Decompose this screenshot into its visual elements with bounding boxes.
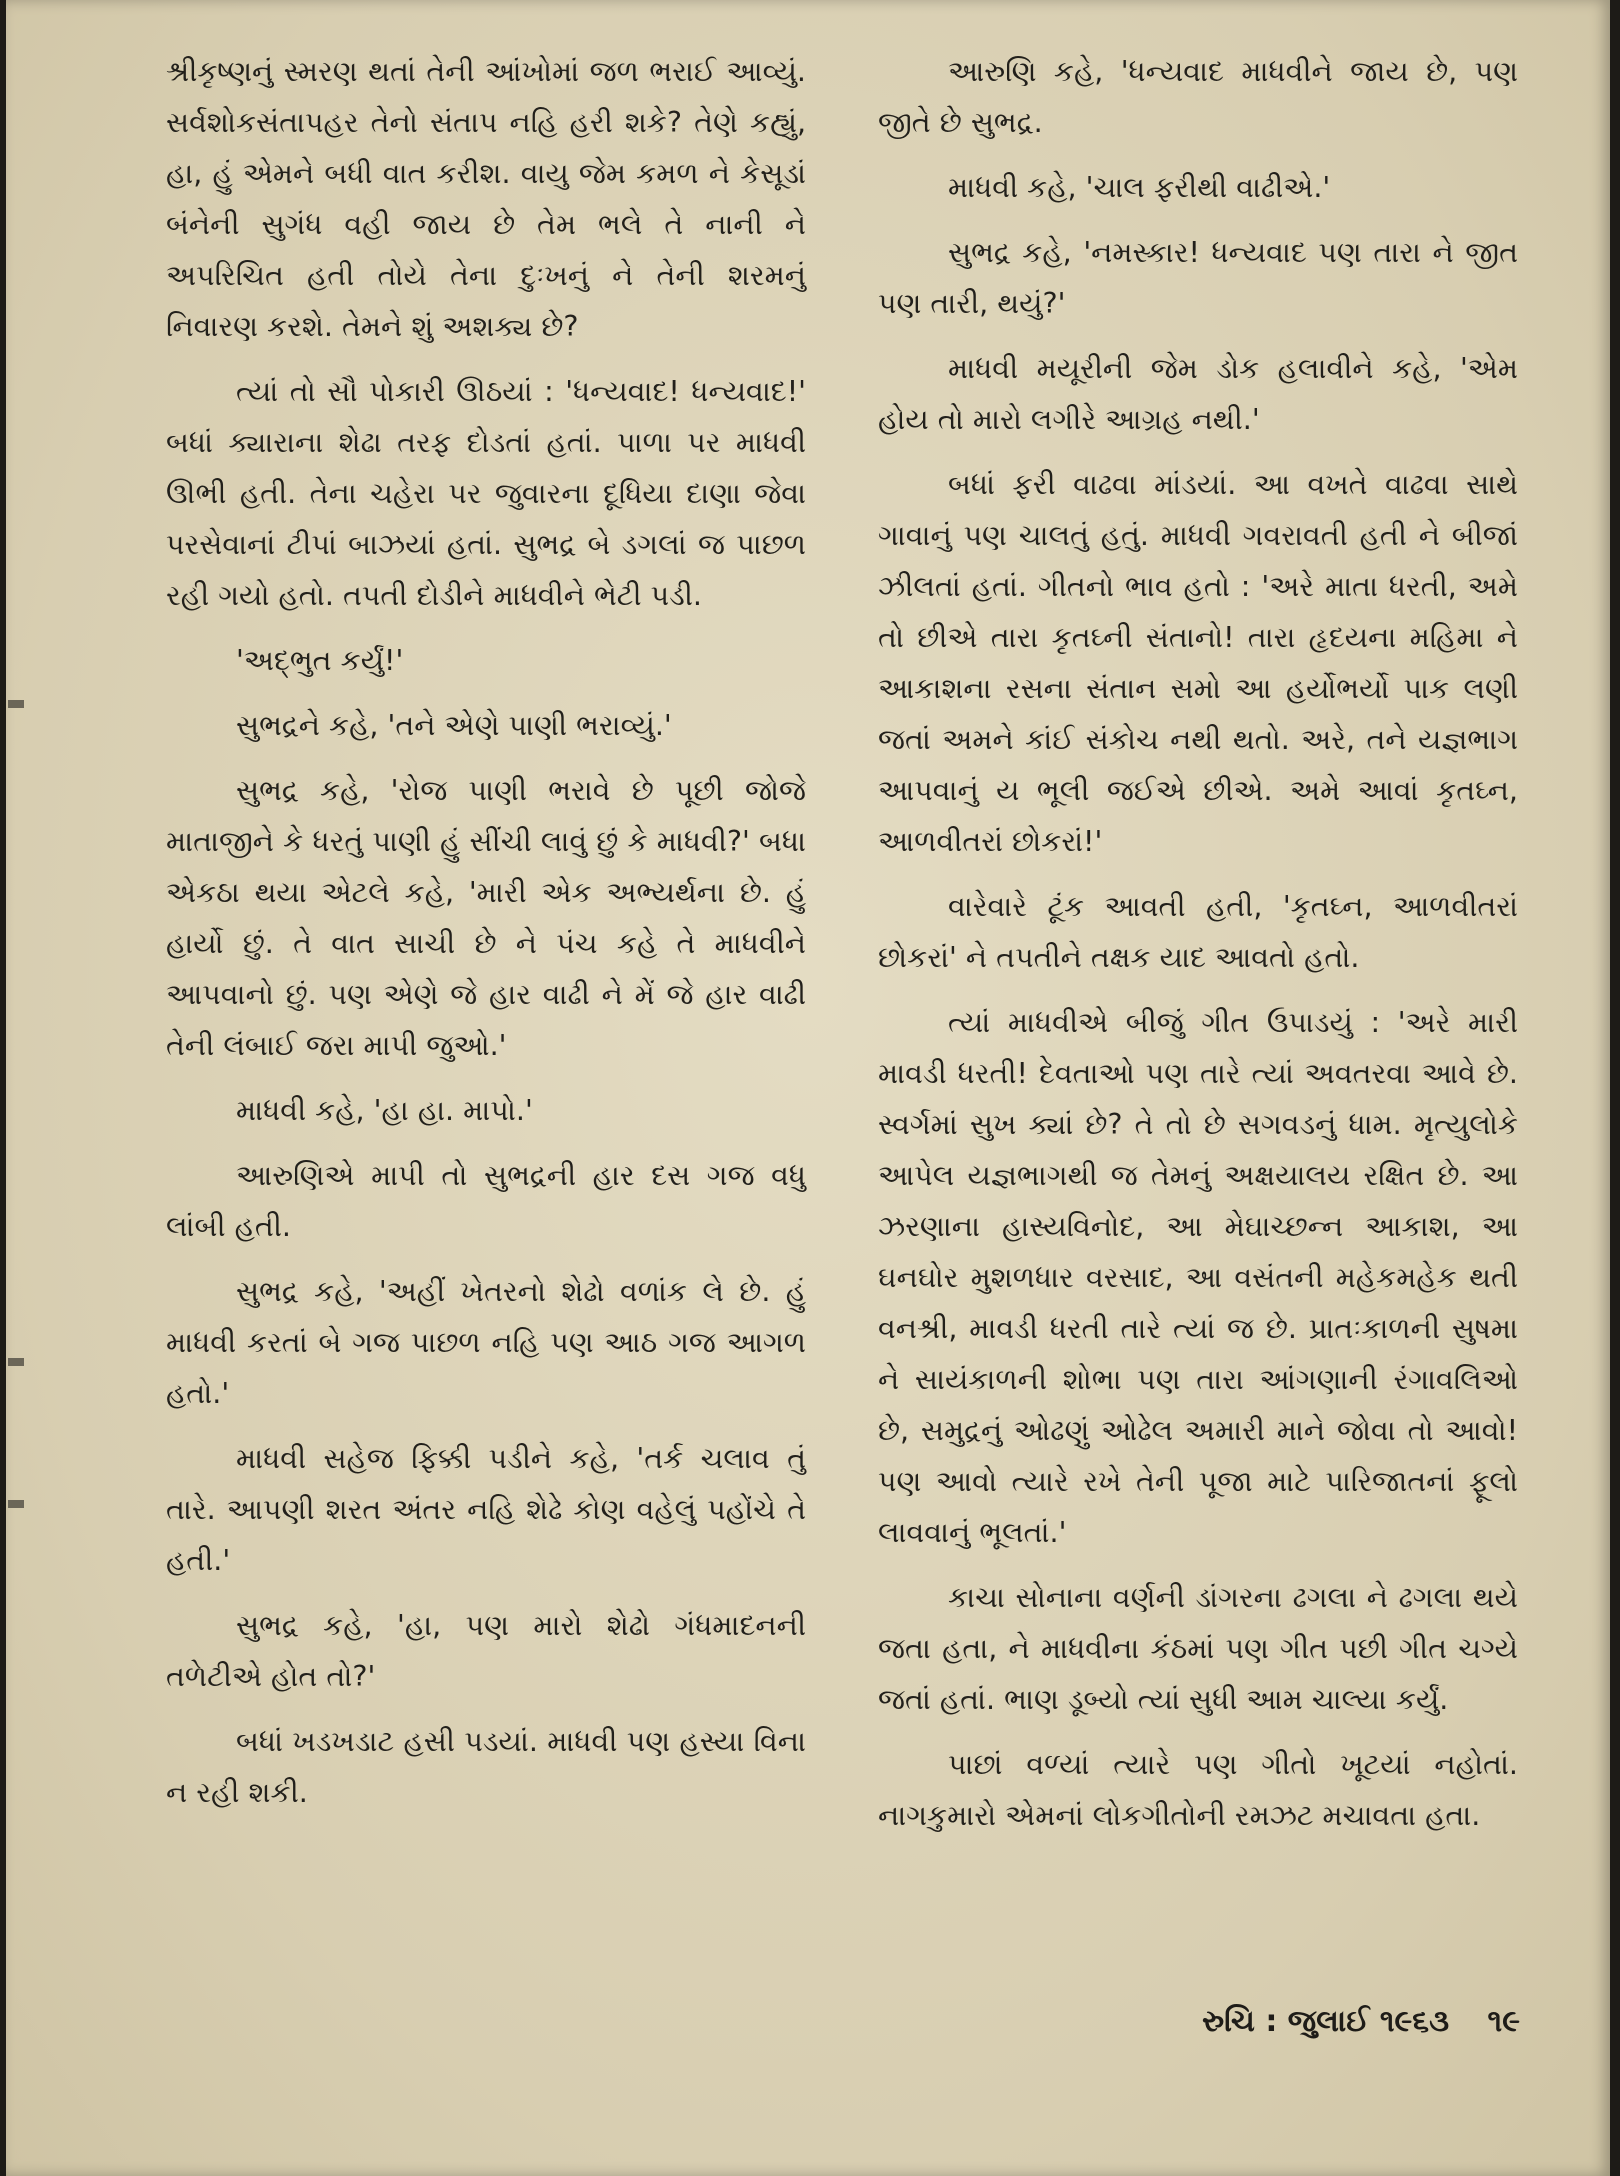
edge-mark [8,700,24,708]
binding-edge [6,0,36,2176]
paragraph: સુભદ્ર કહે, 'હા, પણ મારો શેઢો ગંધમાદનની તળેટીએ હોત તો?' [166,1609,806,1693]
paragraph: વારેવારે ટૂંક આવતી હતી, 'કૃતઘ્ન, આળવીતરાં છોકરાં' ને તપતીને તક્ષક યાદ આવતો હતો. [878,890,1518,974]
left-text-column [166,46,806,1832]
paragraph: સુભદ્ર કહે, 'નમસ્કાર! ધન્યવાદ પણ તારા ને જીત પણ તારી, થયું?' [878,236,1518,320]
paragraph: માધવી મયૂરીની જેમ ડોક હલાવીને કહે, 'એમ હોય તો મારો લગીરે આગ્રહ નથી.' [878,352,1518,436]
right-text-column [878,46,1518,1855]
paragraph: શ્રીકૃષ્ણનું સ્મરણ થતાં તેની આંખોમાં જળ ભરાઈ આવ્યું. સર્વશોકસંતાપહર તેનો સંતાપ નહિ હરી શકે? તેણે કહ્યું, હા, હું એમને બધી વાત કરીશ. વાયુ જેમ કમળ ને કેસૂડાં બંનેની સુગંધ વહી જાય છે તેમ ભલે તે નાની ને અપરિચિત હતી તોયે તેના દુઃખનું ને તેની શરમનું નિવારણ કરશે. તેમને શું અશક્ય છે? [166,55,806,343]
book-page [6,0,1610,2176]
paragraph: બધાં ખડખડાટ હસી પડયાં. માધવી પણ હસ્યા વિના ન રહી શકી. [166,1725,806,1809]
paragraph: માધવી કહે, 'ચાલ ફરીથી વાઢીએ.' [948,171,1331,204]
paragraph: આરુણિએ માપી તો સુભદ્રની હાર દસ ગજ વધુ લાંબી હતી. [166,1159,806,1243]
page-number: ૧૯ [1487,2004,1520,2039]
page-footer [1174,2004,1520,2039]
paragraph: બધાં ફરી વાઢવા માંડયાં. આ વખતે વાઢવા સાથે ગાવાનું પણ ચાલતું હતું. માધવી ગવરાવતી હતી ને બીજાં ઝીલતાં હતાં. ગીતનો ભાવ હતો : 'અરે માતા ધરતી, અમે તો છીએ તારા કૃતઘ્ની સંતાનો! તારા હૃદયના મહિમા ને આકાશના રસના સંતાન સમો આ હર્યોભર્યો પાક લણી જતાં અમને કાંઈ સંકોચ નથી થતો. અરે, તને યજ્ઞભાગ આપવાનું ય ભૂલી જઈએ છીએ. અમે આવાં કૃતઘ્ન, આળવીતરાં છોકરાં!' [878,468,1518,858]
edge-mark [8,1358,24,1366]
paragraph: માધવી કહે, 'હા હા. માપો.' [236,1094,533,1127]
paragraph: પાછાં વળ્યાં ત્યારે પણ ગીતો ખૂટયાં નહોતાં. નાગકુમારો એમનાં લોકગીતોની રમઝટ મચાવતા હતા. [878,1748,1518,1832]
paragraph: સુભદ્રને કહે, 'તને એણે પાણી ભરાવ્યું.' [236,709,672,742]
paragraph: કાચા સોનાના વર્ણની ડાંગરના ઢગલા ને ઢગલા થયે જતા હતા, ને માધવીના કંઠમાં પણ ગીત પછી ગીત ચગ્યે જતાં હતાં. ભાણ ડૂબ્યો ત્યાં સુધી આમ ચાલ્યા કર્યું. [878,1581,1518,1716]
paragraph: માધવી સહેજ ફિક્કી પડીને કહે, 'તર્ક ચલાવ તું તારે. આપણી શરત અંતર નહિ શેઢે કોણ વહેલું પહોંચે તે હતી.' [166,1442,806,1577]
paragraph: સુભદ્ર કહે, 'રોજ પાણી ભરાવે છે પૂછી જોજે માતાજીને કે ધરતું પાણી હું સીંચી લાવું છું કે માધવી?' બધા એકઠા થયા એટલે કહે, 'મારી એક અભ્યર્થના છે. હું હાર્યો છું. તે વાત સાચી છે ને પંચ કહે તે માધવીને આપવાનો છું. પણ એણે જે હાર વાઢી ને મેં જે હાર વાઢી તેની લંબાઈ જરા માપી જુઓ.' [166,774,806,1062]
paragraph: સુભદ્ર કહે, 'અહીં ખેતરનો શેઢો વળાંક લે છે. હું માધવી કરતાં બે ગજ પાછળ નહિ પણ આઠ ગજ આગળ હતો.' [166,1275,806,1410]
paragraph: ત્યાં માધવીએ બીજું ગીત ઉપાડયું : 'અરે મારી માવડી ધરતી! દેવતાઓ પણ તારે ત્યાં અવતરવા આવે છે. સ્વર્ગમાં સુખ ક્યાં છે? તે તો છે સગવડનું ધામ. મૃત્યુલોકે આપેલ યજ્ઞભાગથી જ તેમનું અક્ષયાલય રક્ષિત છે. આ ઝરણાના હાસ્યવિનોદ, આ મેઘાચ્છન્ન આકાશ, આ ઘનઘોર મુશળધાર વરસાદ, આ વસંતની મહેકમહેક થતી વનશ્રી, માવડી ધરતી તારે ત્યાં જ છે. પ્રાતઃકાળની સુષમા ને સાયંકાળની શોભા પણ તારા આંગણાની રંગાવલિઓ છે, સમુદ્રનું ઓઢણું ઓઢેલ અમારી માને જોવા તો આવો! પણ આવો ત્યારે રખે તેની પૂજા માટે પારિજાતનાં ફૂલો લાવવાનું ભૂલતાં.' [878,1006,1518,1549]
paragraph: 'અદ્‌ભુત કર્યું!' [236,644,404,677]
magazine-issue: રુચિ : જુલાઈ ૧૯૬૩ [1202,2004,1450,2039]
paragraph: ત્યાં તો સૌ પોકારી ઊઠયાં : 'ધન્યવાદ! ધન્યવાદ!' બધાં ક્યારાના શેઢા તરફ દોડતાં હતાં. પાળા પર માધવી ઊભી હતી. તેના ચહેરા પર જુવારના દૂધિયા દાણા જેવા પરસેવાનાં ટીપાં બાઝયાં હતાં. સુભદ્ર બે ડગલાં જ પાછળ રહી ગયો હતો. તપતી દોડીને માધવીને ભેટી પડી. [166,375,806,612]
paragraph: આરુણિ કહે, 'ધન્યવાદ માધવીને જાય છે, પણ જીતે છે સુભદ્ર. [878,55,1518,139]
edge-mark [8,1500,24,1508]
